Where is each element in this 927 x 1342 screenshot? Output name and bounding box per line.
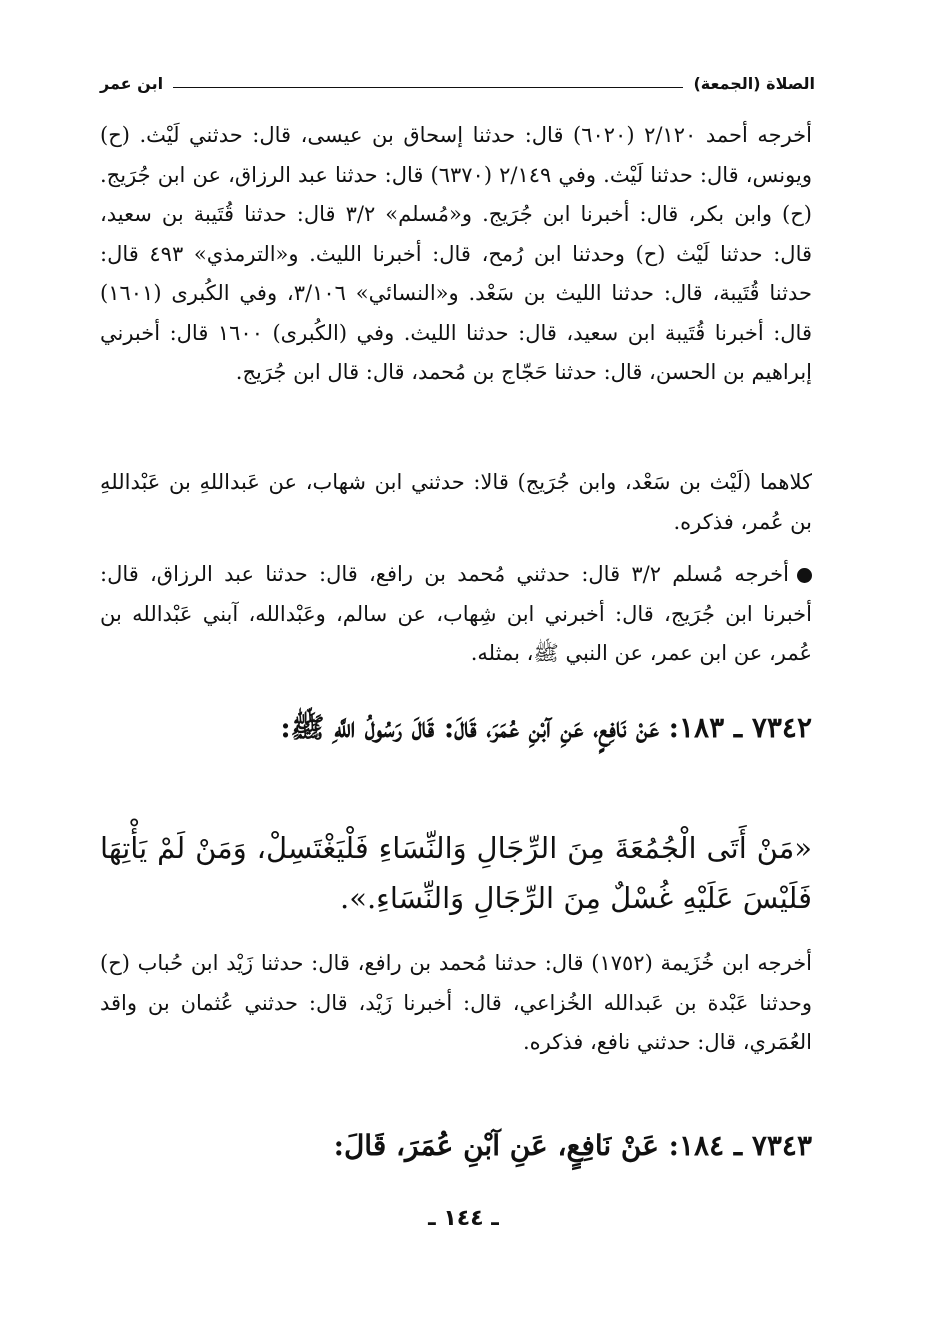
hadith-7343-heading: ٧٣٤٣ ـ ١٨٤: عَنْ نَافِعٍ، عَنِ آبْنِ عُمَرَ، قَالَ: xyxy=(333,1129,812,1162)
hadith-7342-heading: ٧٣٤٢ ـ ١٨٣: عَنْ نَافِعٍ، عَنِ آبْنِ عُمَرَ، قَالَ: قَالَ رَسُولُ اللَّهِ ﷺ: xyxy=(280,711,812,744)
running-header xyxy=(100,68,815,98)
page-number: ـ ١٤٤ ـ xyxy=(428,1206,499,1231)
takhrij-paragraph-2: كلاهما (لَيْث بن سَعْد، وابن جُرَيج) قالا: حدثني ابن شهاب، عن عَبداللهِ بن عَبْداللهِ بن عُمر، فذكره. xyxy=(100,470,812,534)
header-rule xyxy=(173,87,683,88)
bullet-icon xyxy=(797,568,812,583)
hadith-7342-matn: «مَنْ أَتَى الْجُمُعَةَ مِنَ الرِّجَالِ وَالنِّسَاءِ فَلْيَغْتَسِلْ، وَمَنْ لَمْ يَأْتِهَا فَلَيْسَ عَلَيْهِ غُسْلٌ مِنَ الرِّجَالِ وَالنِّسَاءِ.». xyxy=(100,831,812,915)
header-section-title: الصلاة (الجمعة) xyxy=(693,73,815,93)
takhrij-paragraph-1: أخرجه أحمد ٢/١٢٠ (٦٠٢٠) قال: حدثنا إسحاق بن عيسى، قال: حدثني لَيْث. (ح) ويونس، قال: حدثنا لَيْث. وفي ٢/١٤٩ (٦٣٧٠) قال: حدثنا عبد الرزاق، عن ابن جُرَيج. (ح) وابن بكر، قال: أخبرنا ابن جُرَيج. و«مُسلم» ٣/٢ قال: حدثنا قُتَيبة بن سعيد، قال: حدثنا لَيْث (ح) وحدثنا ابن رُمح، قال: أخبرنا الليث. و«الترمذي» ٤٩٣ قال: حدثنا قُتَيبة، قال: حدثنا الليث بن سَعْد. و«النسائي» ٣/١٠٦، وفي الكُبرى (١٦٠١) قال: أخبرنا قُتَيبة ابن سعيد، قال: حدثنا الليث. وفي (الكُبرى) ١٦٠٠ قال: أخبرني إبراهيم بن الحسن، قال: حدثنا حَجّاج بن مُحمد، قال: قال ابن جُرَيج. xyxy=(100,123,812,384)
takhrij-paragraph-3-text: أخرجه مُسلم ٣/٢ قال: حدثني مُحمد بن رافع، قال: حدثنا عبد الرزاق، قال: أخبرنا ابن جُرَيج، قال: أخبرني ابن شِهاب، عن سالم، وعَبْدالله، آبني عَبْدالله بن عُمر، عن ابن عمر، عن النبي ﷺ، بمثله. xyxy=(100,562,812,665)
takhrij-paragraph-3 xyxy=(100,555,812,674)
takhrij-paragraph-4: أخرجه ابن خُزَيمة (١٧٥٢) قال: حدثنا مُحمد بن رافع، قال: حدثنا زَيْد ابن حُباب (ح) وحدثنا عَبْدة بن عَبدالله الخُزاعي، قال: أخبرنا زَيْد، قال: حدثني عُثمان بن واقد العُمَري، قال: حدثني نافع، فذكره. xyxy=(100,951,813,1054)
header-narrator: ابن عمر xyxy=(100,73,164,93)
